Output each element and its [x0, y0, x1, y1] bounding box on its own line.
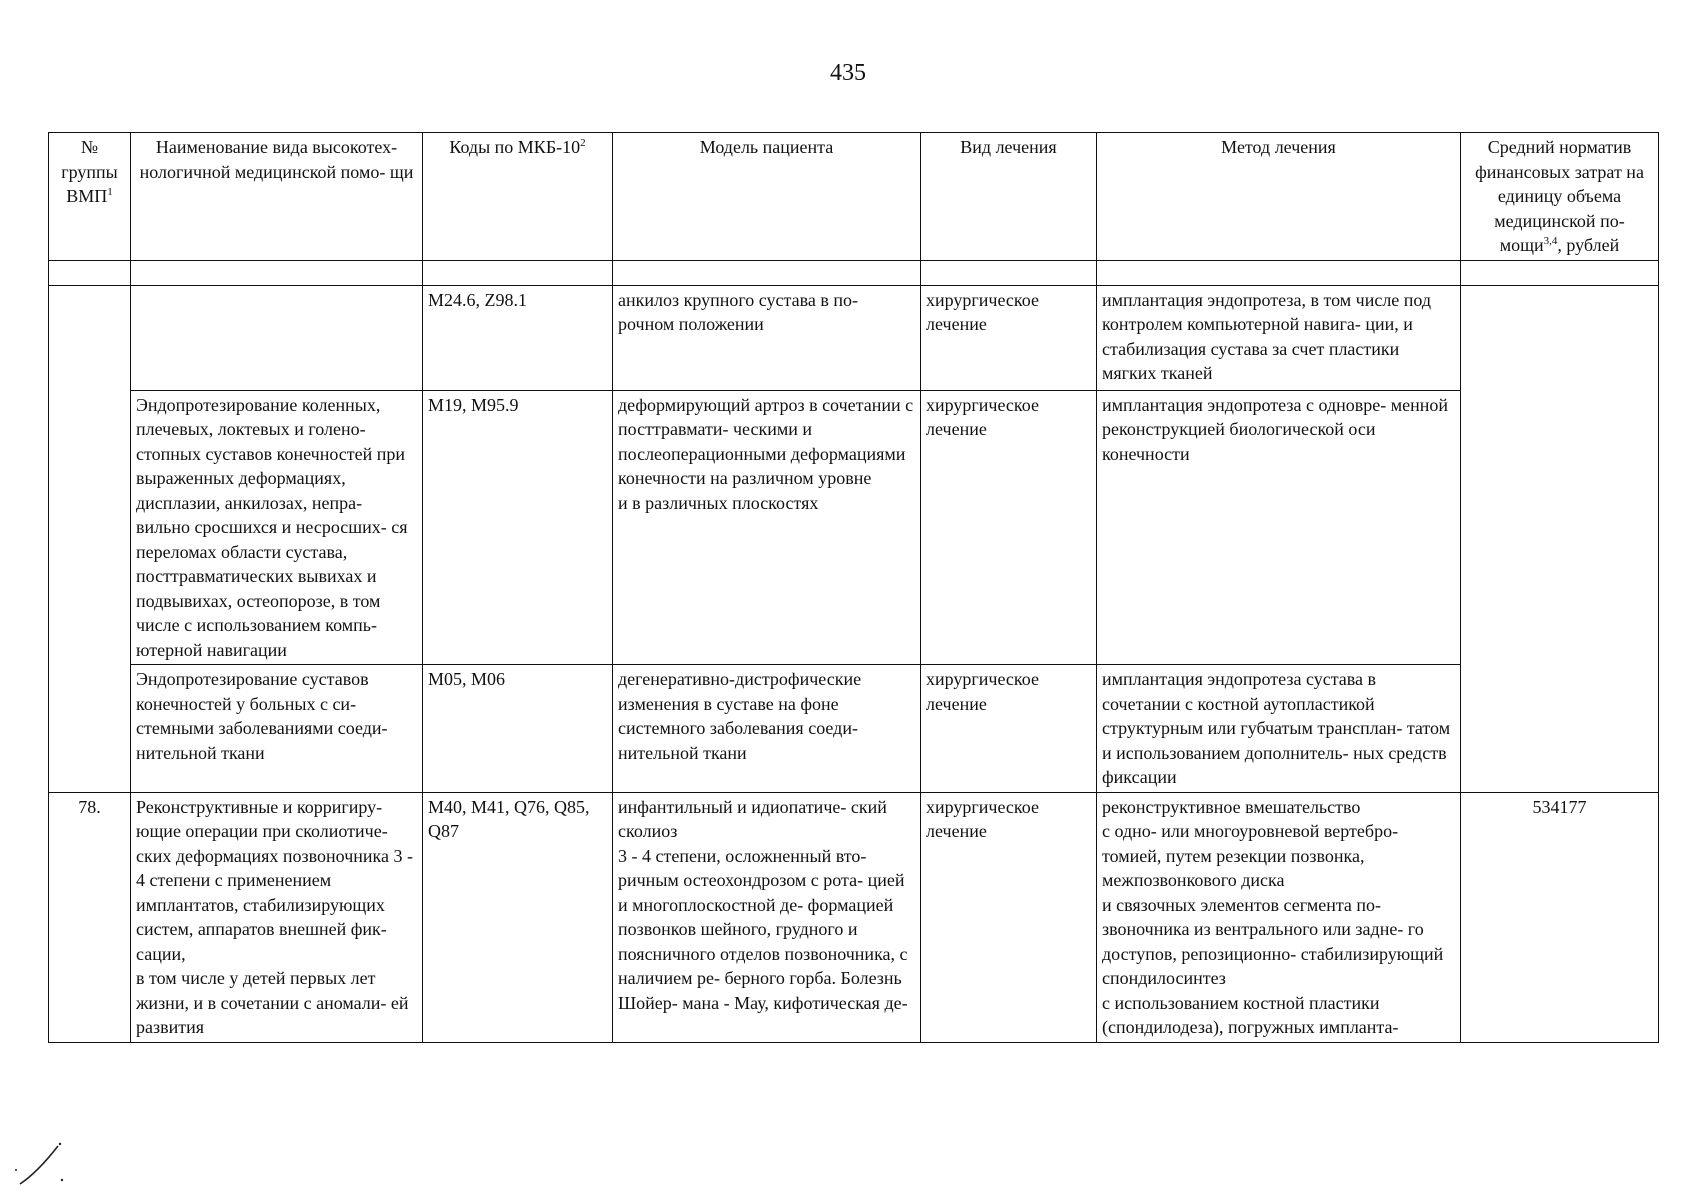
- cell-group: [49, 285, 131, 792]
- cell-model: анкилоз крупного сустава в по- рочном положении: [613, 285, 921, 390]
- pen-mark: [14, 1140, 74, 1190]
- table-spacer-row: [49, 260, 1659, 285]
- cell-model: инфантильный и идиопатиче- ский сколиоз 3 - 4 степени, осложненный вто- ричным остеохондрозом с рота- цией и многоплоскостной де- формацией позвонков шейного, грудного и поясничного отделов позвоночника, с наличием ре- берного горба. Болезнь Шойер- мана - Мау, кифотическая де-: [613, 792, 921, 1042]
- cell-name: Эндопротезирование суставов конечностей у больных с си- стемными заболеваниями соеди- нительной ткани: [131, 665, 423, 793]
- cell-method: имплантация эндопротеза с одновре- менной реконструкцией биологической оси конечности: [1097, 390, 1461, 665]
- cell-group: 78.: [49, 792, 131, 1042]
- cell-name: Эндопротезирование коленных, плечевых, локтевых и голено- стопных суставов конечностей при выраженных деформациях, дисплазии, анкилозах, непра- вильно сросшихся и несросших- ся переломах области сустава, посттравматических вывихах и подвывихах, остеопорозе, в том числе с использованием компь- ютерной навигации: [131, 390, 423, 665]
- table-row: [49, 792, 1659, 1042]
- cell-codes: M19, M95.9: [423, 390, 613, 665]
- cell-type: хирургическое лечение: [921, 285, 1097, 390]
- page-number: 435: [830, 60, 866, 86]
- cell-name: [131, 285, 423, 390]
- header-group-no: № группы ВМП$^1$: [49, 133, 131, 261]
- vmp-table: [48, 132, 1659, 1043]
- cell-cost: [1461, 285, 1659, 792]
- cell-cost: 534177: [1461, 792, 1659, 1042]
- cell-model: деформирующий артроз в сочетании с посттравмати- ческими и послеоперационными деформациями конечности на различном уровне и в различных плоскостях: [613, 390, 921, 665]
- table-row: [49, 390, 1659, 665]
- header-cost: Средний норматив финансовых затрат на единицу объема медицинской по- мощи$^{3,4}$, рублей: [1461, 133, 1659, 261]
- cell-codes: M05, M06: [423, 665, 613, 793]
- table-row: [49, 665, 1659, 793]
- cell-method: имплантация эндопротеза сустава в сочетании с костной аутопластикой структурным или губчатым трансплан- татом и использованием дополнитель- ных средств фиксации: [1097, 665, 1461, 793]
- table-header-row: [49, 133, 1659, 261]
- cell-type: хирургическое лечение: [921, 792, 1097, 1042]
- table-row: [49, 285, 1659, 390]
- header-patient-model: Модель пациента: [613, 133, 921, 261]
- cell-codes: M40, M41, Q76, Q85, Q87: [423, 792, 613, 1042]
- cell-type: хирургическое лечение: [921, 665, 1097, 793]
- header-method: Метод лечения: [1097, 133, 1461, 261]
- cell-model: дегенеративно-дистрофические изменения в суставе на фоне системного заболевания соеди- нительной ткани: [613, 665, 921, 793]
- header-treatment-type: Вид лечения: [921, 133, 1097, 261]
- cell-type: хирургическое лечение: [921, 390, 1097, 665]
- cell-name: Реконструктивные и корригиру- ющие операции при сколиотиче- ских деформациях позвоночника 3 - 4 степени с применением имплантатов, стабилизирующих систем, аппаратов внешней фик- сации, в том числе у детей первых лет жизни, и в сочетании с аномали- ей развития: [131, 792, 423, 1042]
- header-codes: Коды по МКБ-$10^2$: [423, 133, 613, 261]
- header-name: Наименование вида высокотех- нологичной медицинской помо- щи: [131, 133, 423, 261]
- cell-method: имплантация эндопротеза, в том числе под контролем компьютерной навига- ции, и стабилизация сустава за счет пластики мягких тканей: [1097, 285, 1461, 390]
- cell-codes: M24.6, Z98.1: [423, 285, 613, 390]
- cell-method: реконструктивное вмешательство с одно- или многоуровневой вертебро- томией, путем резекции позвонка, межпозвонкового диска и связочных элементов сегмента по- звоночника из вентрального или задне- го доступов, репозиционно- стабилизирующий спондилосинтез с использованием костной пластики (спондилодеза), погружных импланта-: [1097, 792, 1461, 1042]
